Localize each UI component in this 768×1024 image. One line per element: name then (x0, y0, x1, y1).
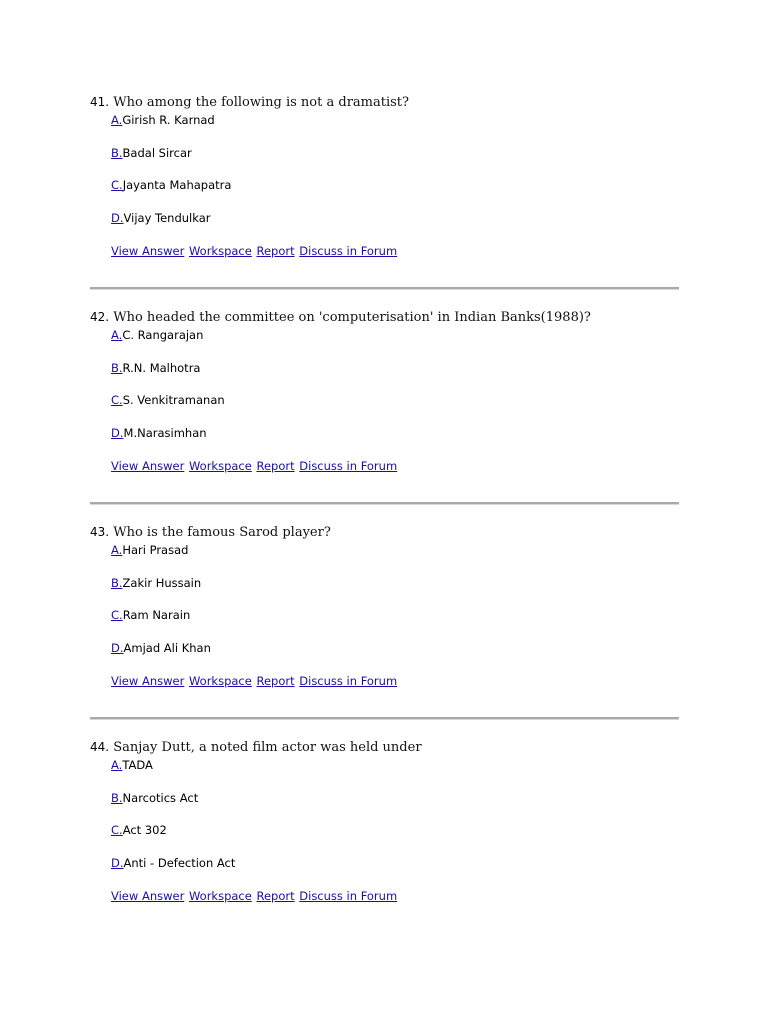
view-answer-link[interactable]: View Answer (111, 674, 185, 688)
option-text: R.N. Malhotra (122, 361, 201, 375)
option-text: Hari Prasad (122, 543, 189, 557)
option-text: Girish R. Karnad (122, 113, 215, 127)
option-text: Act 302 (122, 823, 167, 837)
discuss-forum-link[interactable]: Discuss in Forum (299, 889, 398, 903)
separator (90, 287, 679, 290)
option-text: Vijay Tendulkar (123, 211, 211, 225)
view-answer-link[interactable]: View Answer (111, 889, 185, 903)
discuss-forum-link[interactable]: Discuss in Forum (299, 459, 398, 473)
option-text: M.Narasimhan (123, 426, 207, 440)
option-letter-link[interactable]: A. (111, 328, 123, 342)
option-letter-link[interactable]: A. (111, 543, 123, 557)
question-number: 43. (90, 525, 110, 539)
option-text: Badal Sircar (122, 146, 192, 160)
separator (90, 717, 679, 720)
report-link[interactable]: Report (256, 674, 295, 688)
question-line (90, 309, 591, 326)
option-c (111, 823, 167, 837)
option-letter-link[interactable]: C. (111, 823, 123, 837)
option-text: Ram Narain (122, 608, 191, 622)
option-letter-link[interactable]: C. (111, 608, 123, 622)
workspace-link[interactable]: Workspace (188, 889, 252, 903)
option-b (111, 146, 192, 160)
question-text: Who among the following is not a dramatist? (113, 95, 409, 110)
workspace-link[interactable]: Workspace (188, 674, 252, 688)
option-text: Narcotics Act (122, 791, 199, 805)
option-a (111, 113, 215, 127)
option-c (111, 393, 225, 407)
option-a (111, 543, 188, 557)
option-c (111, 608, 190, 622)
option-d (111, 426, 207, 440)
option-text: Zakir Hussain (122, 576, 202, 590)
question-line (90, 94, 409, 111)
view-answer-link[interactable]: View Answer (111, 244, 185, 258)
option-d (111, 211, 210, 225)
option-letter-link[interactable]: B. (111, 791, 123, 805)
report-link[interactable]: Report (256, 889, 295, 903)
option-letter-link[interactable]: D. (111, 426, 124, 440)
workspace-link[interactable]: Workspace (188, 459, 252, 473)
option-a (111, 328, 203, 342)
separator (90, 502, 679, 505)
option-text: C. Rangarajan (122, 328, 204, 342)
view-answer-link[interactable]: View Answer (111, 459, 185, 473)
option-b (111, 576, 201, 590)
option-d (111, 641, 211, 655)
question-line (90, 739, 422, 756)
option-letter-link[interactable]: C. (111, 178, 123, 192)
option-b (111, 361, 200, 375)
option-text: Amjad Ali Khan (123, 641, 211, 655)
option-d (111, 856, 235, 870)
report-link[interactable]: Report (256, 459, 295, 473)
question-text: Sanjay Dutt, a noted film actor was held under (113, 740, 422, 755)
option-letter-link[interactable]: D. (111, 641, 124, 655)
option-letter-link[interactable]: C. (111, 393, 123, 407)
question-line (90, 524, 331, 541)
option-letter-link[interactable]: A. (111, 113, 123, 127)
option-a (111, 758, 153, 772)
question-actions (111, 674, 398, 688)
question-actions (111, 244, 398, 258)
option-text: Anti - Defection Act (123, 856, 236, 870)
option-c (111, 178, 231, 192)
option-letter-link[interactable]: D. (111, 211, 124, 225)
question-number: 42. (90, 310, 110, 324)
option-b (111, 791, 198, 805)
discuss-forum-link[interactable]: Discuss in Forum (299, 674, 398, 688)
question-number: 44. (90, 740, 110, 754)
question-text: Who is the famous Sarod player? (113, 525, 331, 540)
question-actions (111, 459, 398, 473)
report-link[interactable]: Report (256, 244, 295, 258)
option-letter-link[interactable]: B. (111, 576, 123, 590)
option-text: Jayanta Mahapatra (122, 178, 232, 192)
option-text: TADA (122, 758, 153, 772)
option-letter-link[interactable]: B. (111, 146, 123, 160)
question-text: Who headed the committee on 'computerisation' in Indian Banks(1988)? (113, 310, 591, 325)
question-number: 41. (90, 95, 110, 109)
workspace-link[interactable]: Workspace (188, 244, 252, 258)
option-letter-link[interactable]: B. (111, 361, 123, 375)
option-text: S. Venkitramanan (122, 393, 225, 407)
discuss-forum-link[interactable]: Discuss in Forum (299, 244, 398, 258)
option-letter-link[interactable]: D. (111, 856, 124, 870)
option-letter-link[interactable]: A. (111, 758, 123, 772)
question-actions (111, 889, 398, 903)
